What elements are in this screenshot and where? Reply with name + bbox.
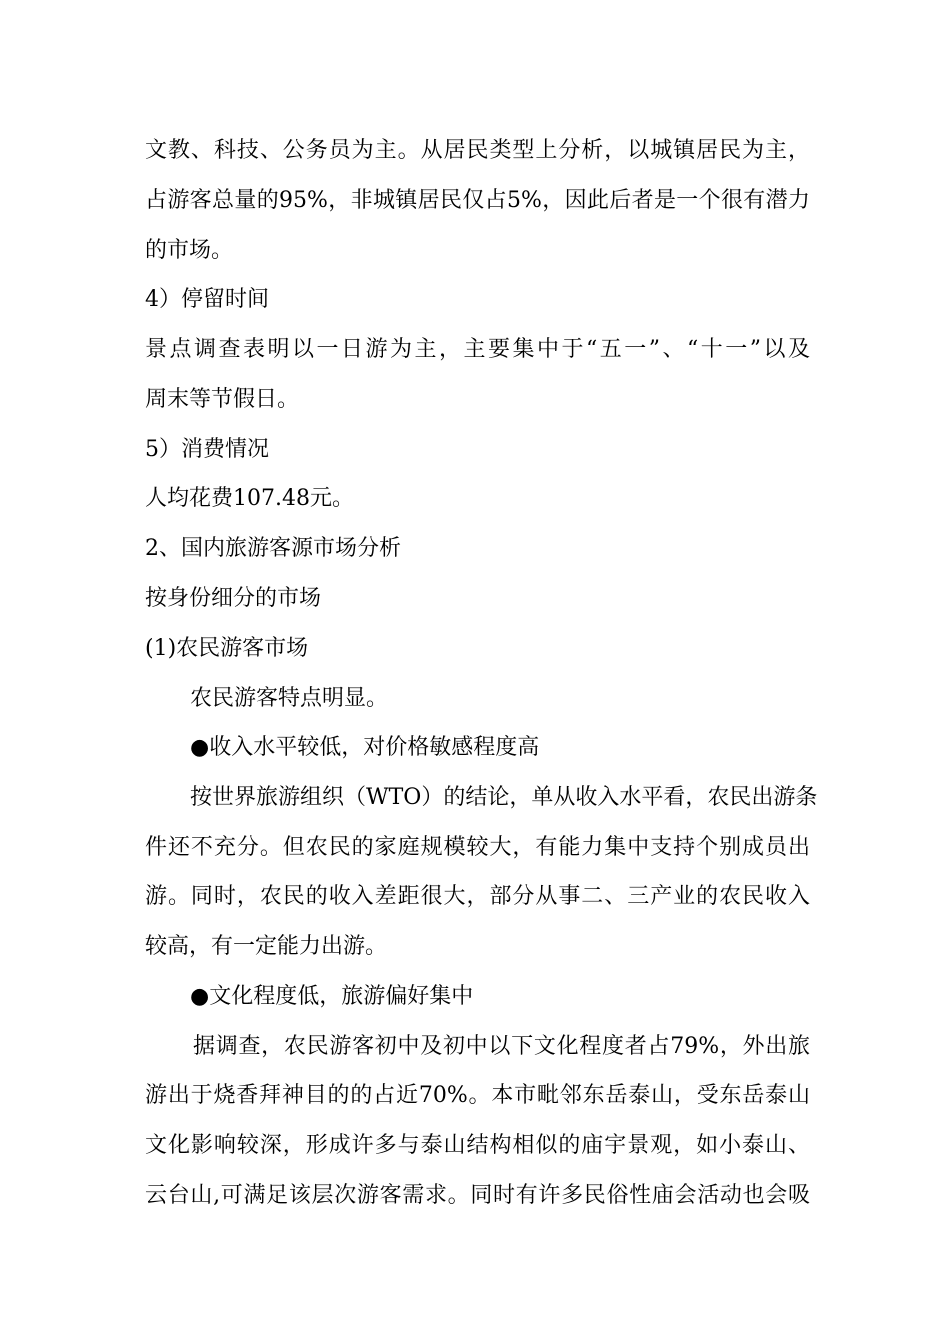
- section-heading: 5）消费情况: [145, 437, 269, 462]
- paragraph-line: 件还不充分。但农民的家庭规模较大，有能力集中支持个别成员出: [145, 835, 810, 860]
- bullet-heading: ●收入水平较低，对价格敏感程度高: [190, 735, 540, 760]
- paragraph-line: 较高，有一定能力出游。: [145, 934, 388, 959]
- paragraph-line: 据调查，农民游客初中及初中以下文化程度者占79%，外出旅: [193, 1034, 810, 1059]
- section-heading: 4）停留时间: [145, 287, 269, 312]
- paragraph-line: 周末等节假日。: [145, 387, 300, 412]
- paragraph-line: 景点调查表明以一日游为主，主要集中于“五一”、“十一”以及: [145, 337, 810, 362]
- paragraph-line: 按世界旅游组织（WTO）的结论，单从收入水平看，农民出游条: [190, 785, 818, 810]
- section-heading: 2、国内旅游客源市场分析: [145, 536, 401, 561]
- paragraph-line: 游出于烧香拜神目的的占近70%。本市毗邻东岳泰山，受东岳泰山: [145, 1083, 810, 1108]
- paragraph-line: 的市场。: [145, 238, 234, 263]
- bullet-heading: ●文化程度低，旅游偏好集中: [190, 984, 474, 1009]
- paragraph-line: 占游客总量的95%，非城镇居民仅占5%，因此后者是一个很有潜力: [145, 188, 810, 213]
- subsection-heading: 按身份细分的市场: [145, 586, 322, 611]
- paragraph-line: 人均花费107.48元。: [145, 486, 354, 511]
- paragraph-line: 文化影响较深，形成许多与泰山结构相似的庙宇景观，如小泰山、: [145, 1133, 810, 1158]
- paragraph-line: 文教、科技、公务员为主。从居民类型上分析，以城镇居民为主，: [145, 138, 810, 163]
- paragraph-line: 云台山,可满足该层次游客需求。同时有许多民俗性庙会活动也会吸: [145, 1183, 810, 1208]
- subsection-heading: (1)农民游客市场: [145, 636, 309, 661]
- paragraph-line: 游。同时，农民的收入差距很大，部分从事二、三产业的农民收入: [145, 884, 810, 909]
- paragraph-line: 农民游客特点明显。: [190, 686, 389, 711]
